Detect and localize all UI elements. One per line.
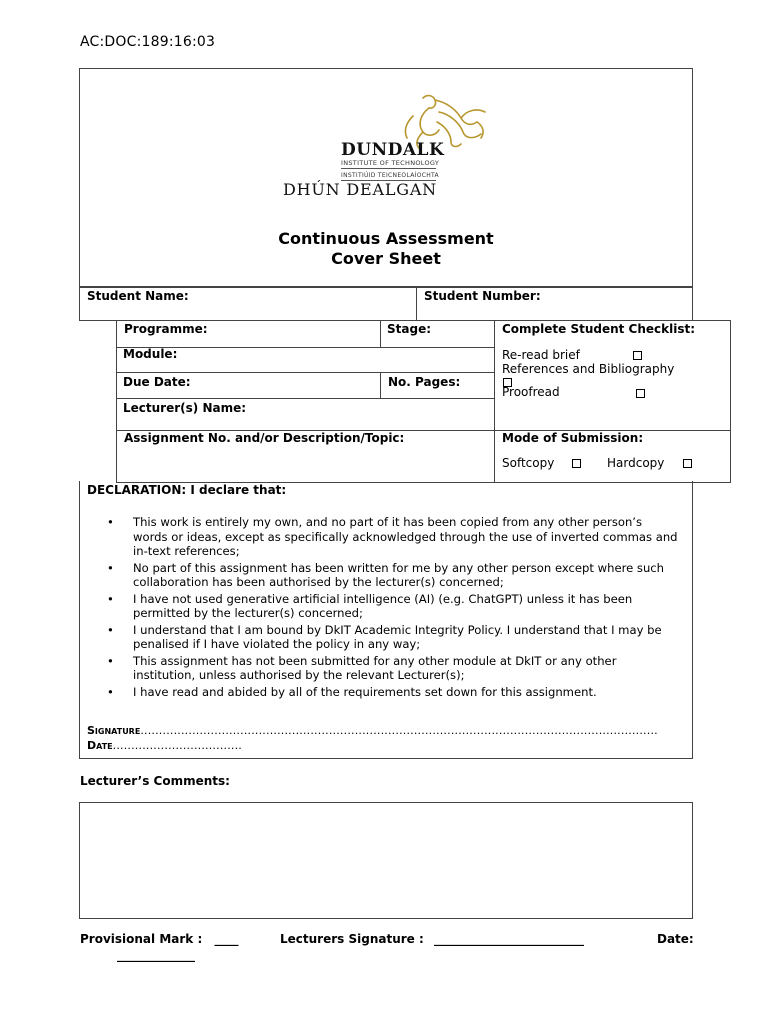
logo-irish-name: DHÚN DEALGAN [283,180,437,199]
logo-name: DUNDALK [341,140,445,160]
list-item: • I have not used generative artificial intelligence (AI) (e.g. ChatGPT) unless it has been permitted by the lecturer(s) concerned; [107,591,633,620]
page-title: Continuous Assessment [278,229,494,248]
student-number-label: Student Number: [424,289,541,303]
comments-label: Lecturer’s Comments: [80,774,230,788]
page-subtitle: Cover Sheet [331,249,441,268]
bullet-icon: • [107,684,114,699]
document-reference: AC:DOC:189:16:03 [80,34,216,50]
logo-subtitle: INSTITUTE OF TECHNOLOGY [341,159,440,167]
module-label: Module: [123,347,178,361]
stage-field[interactable] [380,320,495,348]
declaration-heading-bold: DECLARATION [87,483,182,497]
checklist-item-reread: Re-read brief [502,348,580,362]
checklist-item-references: References and Bibliography [502,362,675,376]
provisional-mark-label: Provisional Mark : [80,932,203,946]
submission-heading: Mode of Submission: [502,431,644,445]
checklist-heading: Complete Student Checklist: [502,322,696,336]
lecturer-name-label: Lecturer(s) Name: [123,401,247,415]
divider [116,372,495,373]
student-name-label: Student Name: [87,289,189,303]
list-item: • I understand that I am bound by DkIT Academic Integrity Policy. I understand that I may be penalised if I have violated the policy in any way; [107,622,662,651]
date-line[interactable] [87,734,242,753]
lecturer-signature-label: Lecturers Signature : [280,932,424,946]
assignment-field[interactable] [116,430,495,483]
proofread-checkbox[interactable] [636,389,645,398]
pages-label: No. Pages: [388,375,461,389]
footer-date-line[interactable]: _____________ [117,948,195,962]
due-date-label: Due Date: [123,375,191,389]
student-name-field[interactable] [79,287,417,321]
bullet-icon: • [107,653,114,668]
lecturer-signature [280,932,584,946]
list-item: • I have read and abided by all of the requirements set down for this assignment. [107,684,597,699]
declaration-heading [87,483,286,497]
institute-logo [275,92,500,202]
student-number-field[interactable] [416,287,693,321]
logo-irish-subtitle: INSTITIÚID TEICNEOLAÍOCHTA [341,172,439,179]
declaration-list [104,515,679,701]
logo-rule [341,168,436,169]
hardcopy-checkbox[interactable] [683,459,692,468]
footer-date-label: Date: [657,932,694,946]
divider [116,398,495,399]
programme-field[interactable] [116,320,381,348]
list-item: • This work is entirely my own, and no part of it has been copied from any other person’s words or ideas, except as specifically acknowledged through the use of inverted commas and in-text references; [107,515,678,558]
list-item: • No part of this assignment has been written for me by any other person except where such collaboration has been authorised by the lecturer(s) concerned; [107,560,665,589]
checklist-item-proofread: Proofread [502,385,560,399]
softcopy-label: Softcopy [502,456,555,470]
date-dots: ................................... [112,739,243,752]
softcopy-checkbox[interactable] [572,459,581,468]
signature-dots: ............................................................................................................................................ [140,724,658,737]
hardcopy-label: Hardcopy [607,456,665,470]
submission-box [494,430,731,483]
provisional-mark-line[interactable]: ____ [214,932,239,946]
bullet-icon: • [107,515,114,529]
declaration-heading-rest: : I declare that: [181,483,287,497]
programme-label: Programme: [124,322,208,336]
stage-label: Stage: [387,322,432,336]
comments-textarea[interactable] [79,802,693,919]
signature-label: Signature [87,724,141,737]
date-label: Date [87,739,113,752]
bullet-icon: • [107,622,114,637]
bullet-icon: • [107,560,114,575]
assignment-label: Assignment No. and/or Description/Topic: [124,431,405,445]
provisional-mark [80,932,238,946]
checklist-box [494,320,731,431]
list-item: • This assignment has not been submitted for any other module at DkIT or any other institution, unless authorised by the relevant Lecturer(s); [107,653,617,682]
lecturer-signature-line[interactable]: _________________________ [433,932,584,946]
reread-checkbox[interactable] [633,351,642,360]
divider [380,372,381,399]
bullet-icon: • [107,591,114,606]
